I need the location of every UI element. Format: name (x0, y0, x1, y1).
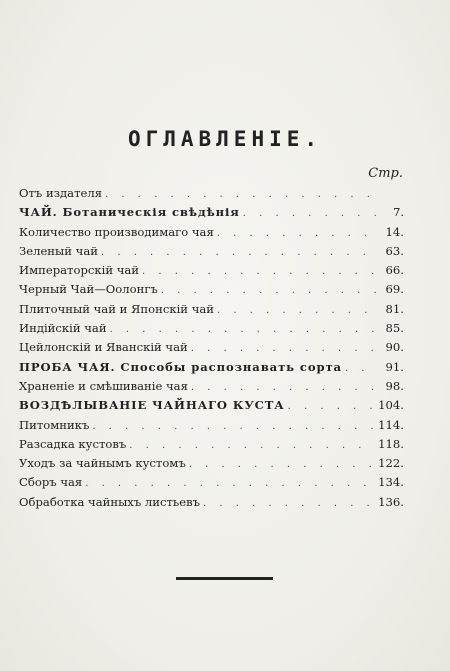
toc-entry (19, 300, 404, 319)
toc-entry-title: Разсадка кустовъ (19, 436, 127, 451)
toc-entry-title: ПРОБА ЧАЯ. Способы распознавать сорта (19, 359, 342, 374)
toc-entry (19, 203, 404, 222)
dot-leader (161, 281, 377, 300)
toc-entry (19, 396, 404, 415)
toc-entry-title: Обработка чайныхъ листьевъ (19, 494, 200, 509)
toc-entry-page: 69. (385, 282, 404, 297)
toc-entry-page: 114. (378, 417, 404, 432)
toc-entry-page: 122. (378, 456, 404, 471)
toc-entry (19, 280, 404, 299)
dot-leader (189, 455, 375, 474)
toc-entry (19, 338, 404, 357)
toc-entry (19, 319, 404, 338)
toc-entry-title: Питомникъ (19, 417, 90, 432)
toc-entry-page: 136. (378, 494, 404, 509)
page-column-label: Стр. (368, 166, 403, 181)
toc-entry-title: Зеленый чай (19, 243, 98, 258)
dot-leader (288, 397, 376, 416)
toc-entry-page: 118. (378, 436, 404, 451)
dot-leader (243, 204, 377, 223)
toc-entry-page: 90. (385, 340, 404, 355)
toc-entry-title: Отъ издателя (19, 186, 103, 200)
toc-entry (19, 416, 404, 435)
dot-leader (191, 378, 377, 397)
toc-entry (19, 242, 404, 261)
dot-leader (191, 339, 377, 358)
table-of-contents (19, 184, 404, 512)
dot-leader (129, 436, 375, 455)
page-title: ОГЛАВЛЕНІЕ. (127, 127, 323, 151)
dot-leader (345, 359, 377, 378)
toc-entry-page: 63. (385, 243, 404, 258)
toc-entry-title: Сборъ чая (19, 475, 83, 490)
toc-entry (19, 493, 404, 512)
toc-entry (19, 473, 404, 492)
toc-entry-title: Количество производимаго чая (19, 224, 214, 239)
dot-leader (110, 320, 377, 339)
toc-entry (19, 184, 404, 203)
toc-entry-title: Плиточный чай и Японскій чай (19, 301, 214, 316)
toc-entry-title: ЧАЙ. Ботаническія свѣдѣнія (19, 205, 240, 220)
dot-leader (92, 417, 375, 436)
toc-entry (19, 261, 404, 280)
dot-leader (203, 494, 375, 513)
toc-entry-page: 98. (385, 378, 404, 393)
toc-entry-title: Императорскій чай (19, 263, 140, 278)
toc-entry-title: Уходъ за чайнымъ кустомъ (19, 456, 186, 471)
toc-entry-title: Индійскій чай (19, 321, 107, 336)
toc-entry-title: Храненіе и смѣшиваніе чая (19, 378, 188, 393)
toc-entry (19, 223, 404, 242)
toc-entry (19, 358, 404, 377)
toc-entry (19, 377, 404, 396)
dot-leader (85, 474, 375, 493)
dot-leader (142, 262, 377, 281)
closing-rule (176, 577, 273, 580)
toc-entry-page: 81. (385, 301, 404, 316)
toc-entry-title: ВОЗДѢЛЫВАНІЕ ЧАЙНАГО КУСТА (19, 398, 285, 413)
toc-entry (19, 435, 404, 454)
toc-entry-page: 85. (385, 321, 404, 336)
dot-leader (217, 224, 377, 243)
toc-entry-page: 7. (392, 205, 404, 220)
dot-leader (101, 243, 377, 262)
toc-entry-page: 66. (385, 263, 404, 278)
toc-entry (19, 454, 404, 473)
toc-entry-page: 91. (385, 359, 404, 374)
toc-entry-page: 134. (378, 475, 404, 490)
dot-leader (217, 301, 377, 320)
dot-leader (105, 185, 377, 204)
toc-entry-page: 104. (378, 398, 404, 413)
toc-entry-title: Цейлонскій и Яванскій чай (19, 340, 188, 355)
toc-entry-title: Черный Чай—Оолонгъ (19, 282, 158, 297)
toc-entry-page: 14. (385, 224, 404, 239)
